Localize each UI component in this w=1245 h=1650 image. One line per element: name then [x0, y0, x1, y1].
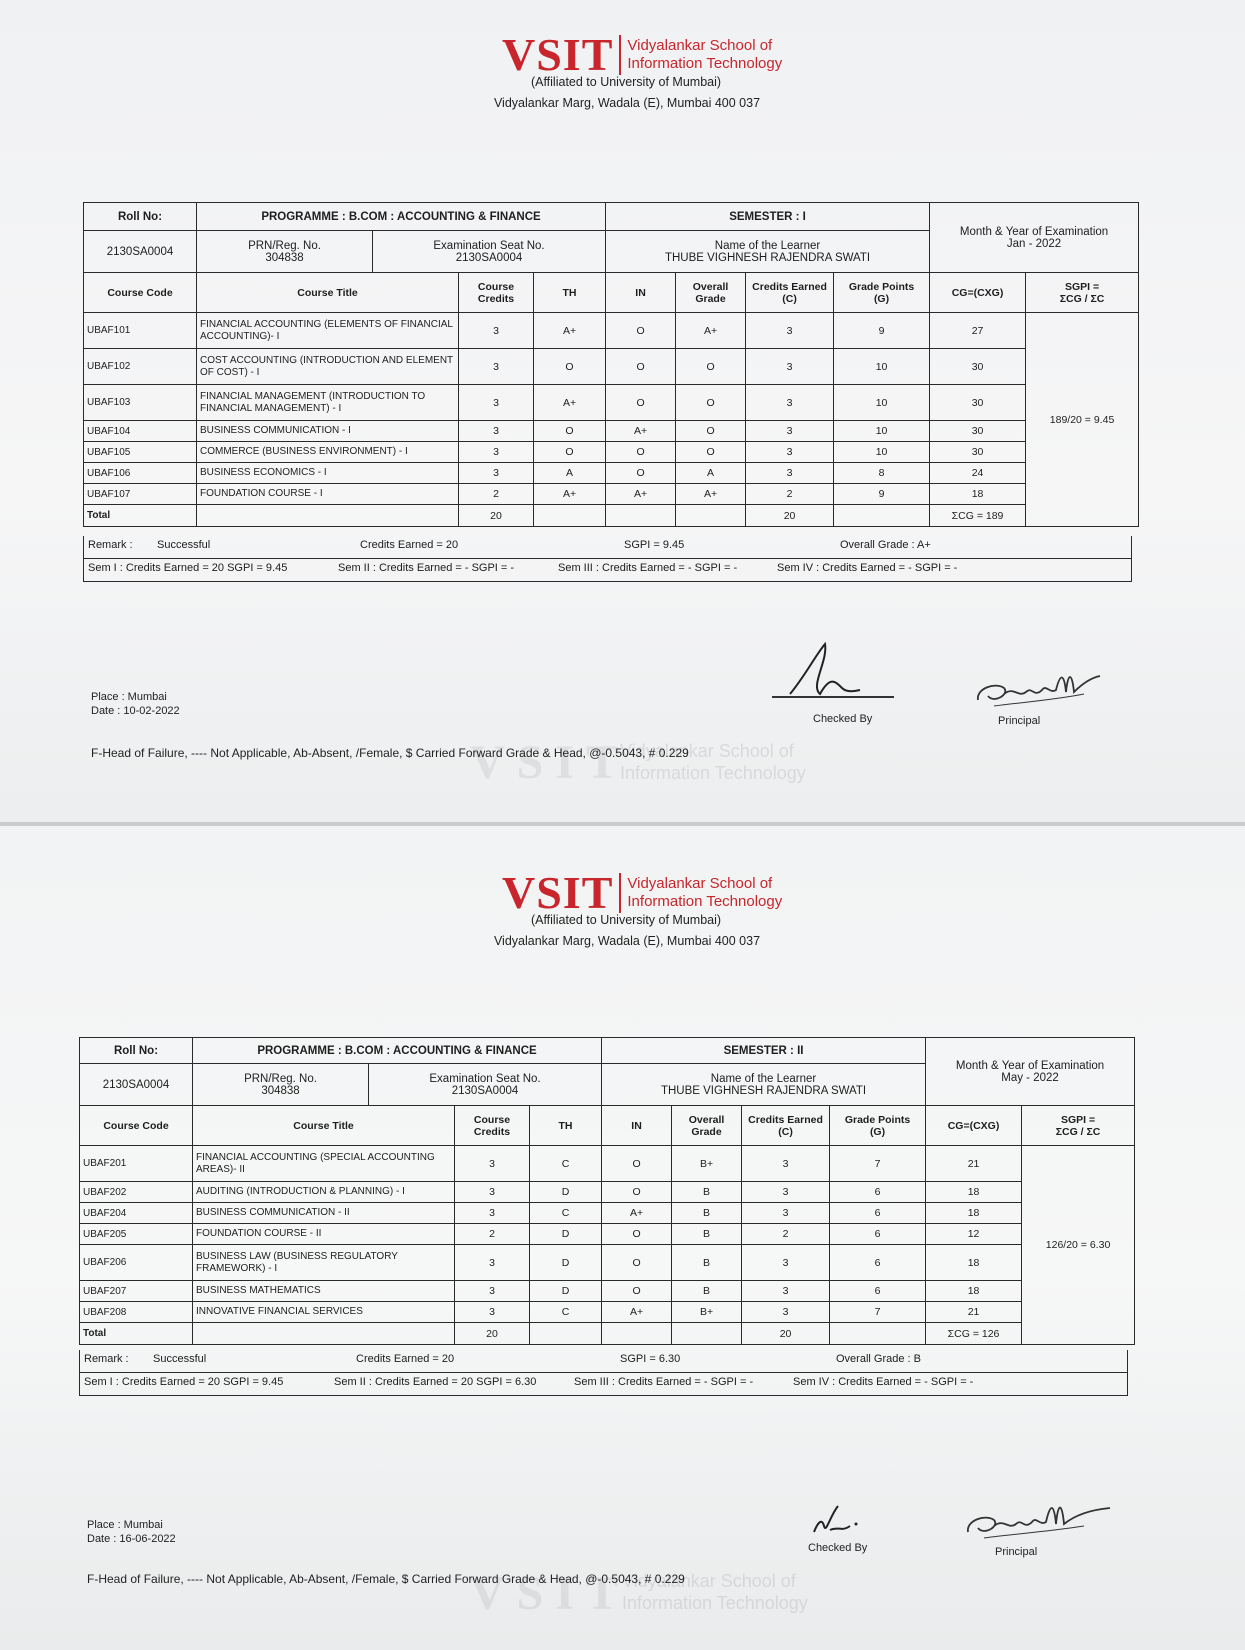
table-row: UBAF201 FINANCIAL ACCOUNTING (SPECIAL ACCOUNTING AREAS)- II 3 C O B+ 3 7 21 126/20 = 6.30 [80, 1146, 1135, 1182]
programme: PROGRAMME : B.COM : ACCOUNTING & FINANCE [193, 1038, 602, 1064]
month-year-cell: Month & Year of Examination Jan - 2022 [930, 203, 1139, 273]
sgpi-summary: SGPI = 9.45 [624, 539, 685, 551]
col-overall-grade: Overall Grade [676, 273, 746, 313]
total-row: Total 20 20 ΣCG = 126 [80, 1323, 1135, 1345]
col-grade-points: Grade Points (G) [830, 1106, 926, 1146]
watermark-text: Vidyalankar School of Information Technology [620, 741, 806, 783]
col-course-code: Course Code [84, 273, 197, 313]
programme: PROGRAMME : B.COM : ACCOUNTING & FINANCE [197, 203, 606, 231]
roll-no-label: Roll No: [80, 1038, 193, 1064]
col-in: IN [602, 1106, 672, 1146]
semester-summary-row [79, 1373, 1128, 1396]
remark-row [79, 1350, 1128, 1373]
col-course-code: Course Code [80, 1106, 193, 1146]
institution-name: Vidyalankar School of Information Technology [627, 37, 783, 72]
sgpi-calc: 189/20 = 9.45 [1026, 313, 1139, 527]
checked-by-signature [808, 1496, 878, 1546]
col-credits-earned: Credits Earned (C) [746, 273, 834, 313]
sem1-summary: Sem I : Credits Earned = 20 SGPI = 9.45 [88, 562, 288, 574]
legend-note: F-Head of Failure, ---- Not Applicable, Ab-Absent, /Female, $ Carried Forward Grade & Head, @-0.5043, # 0.229 [91, 746, 689, 760]
principal-signature [974, 664, 1104, 714]
roll-no-label: Roll No: [84, 203, 197, 231]
marksheet-semester-2 [0, 826, 1245, 1650]
col-sgpi: SGPI = ΣCG / ΣC [1026, 273, 1139, 313]
table-row: UBAF103 FINANCIAL MANAGEMENT (INTRODUCTION TO FINANCIAL MANAGEMENT) - I 3 A+ O O 3 10 30 [84, 385, 1139, 421]
roll-no: 2130SA0004 [80, 1064, 193, 1106]
credits-earned-summary: Credits Earned = 20 [360, 539, 459, 551]
checked-by-line [772, 696, 894, 698]
table-row: UBAF101 FINANCIAL ACCOUNTING (ELEMENTS OF FINANCIAL ACCOUNTING)- I 3 A+ O A+ 3 9 27 189/20 = 9.45 [84, 313, 1139, 349]
watermark: VSIT [470, 736, 631, 789]
institution-logo [502, 867, 783, 918]
affiliation: (Affiliated to University of Mumbai) [530, 913, 722, 927]
semester: SEMESTER : II [602, 1038, 926, 1064]
address: Vidyalankar Marg, Wadala (E), Mumbai 400 037 [493, 96, 761, 110]
table-row: UBAF202 AUDITING (INTRODUCTION & PLANNING) - I 3 D O B 3 6 18 [80, 1182, 1135, 1203]
sem2-summary: Sem II : Credits Earned = - SGPI = - [338, 562, 515, 574]
sgpi-calc: 126/20 = 6.30 [1022, 1146, 1135, 1345]
col-credits-earned: Credits Earned (C) [742, 1106, 830, 1146]
seat-no-cell: Examination Seat No. 2130SA0004 [369, 1064, 602, 1106]
prn-cell: PRN/Reg. No. 304838 [193, 1064, 369, 1106]
table-row: UBAF205 FOUNDATION COURSE - II 2 D O B 2 6 12 [80, 1224, 1135, 1245]
remark-label: Remark : [84, 1353, 129, 1365]
sem3-summary: Sem III : Credits Earned = - SGPI = - [558, 562, 738, 574]
roll-no: 2130SA0004 [84, 231, 197, 273]
logo-divider [619, 873, 621, 913]
col-course-title: Course Title [193, 1106, 455, 1146]
remark-value: Successful [157, 539, 211, 551]
marksheet-semester-1 [0, 0, 1245, 822]
address: Vidyalankar Marg, Wadala (E), Mumbai 400 037 [493, 934, 761, 948]
grade-table [83, 202, 1139, 527]
sem1-summary: Sem I : Credits Earned = 20 SGPI = 9.45 [84, 1376, 284, 1388]
col-grade-points: Grade Points (G) [834, 273, 930, 313]
principal-signature [964, 1496, 1114, 1546]
affiliation: (Affiliated to University of Mumbai) [530, 75, 722, 89]
sgpi-summary: SGPI = 6.30 [620, 1353, 681, 1365]
col-sgpi: SGPI = ΣCG / ΣC [1022, 1106, 1135, 1146]
col-overall-grade: Overall Grade [672, 1106, 742, 1146]
semester: SEMESTER : I [606, 203, 930, 231]
prn-cell: PRN/Reg. No. 304838 [197, 231, 373, 273]
table-row: UBAF104 BUSINESS COMMUNICATION - I 3 O A+ O 3 10 30 [84, 421, 1139, 442]
col-cg: CG=(CXG) [930, 273, 1026, 313]
table-row: UBAF102 COST ACCOUNTING (INTRODUCTION AND ELEMENT OF COST) - I 3 O O O 3 10 30 [84, 349, 1139, 385]
overall-grade-summary: Overall Grade : A+ [840, 539, 931, 551]
col-course-title: Course Title [197, 273, 459, 313]
institution-logo [502, 29, 783, 80]
principal-label: Principal [995, 1546, 1038, 1558]
seat-no-cell: Examination Seat No. 2130SA0004 [373, 231, 606, 273]
checked-by-label: Checked By [813, 713, 873, 725]
logo-divider [619, 35, 621, 75]
month-year-cell: Month & Year of Examination May - 2022 [926, 1038, 1135, 1106]
col-course-credits: Course Credits [459, 273, 534, 313]
sem3-summary: Sem III : Credits Earned = - SGPI = - [574, 1376, 754, 1388]
table-row: UBAF106 BUSINESS ECONOMICS - I 3 A O A 3 8 24 [84, 463, 1139, 484]
watermark-text: Vidyalankar School of Information Technology [622, 1571, 808, 1613]
remark-label: Remark : [88, 539, 133, 551]
remark-value: Successful [153, 1353, 207, 1365]
table-row: UBAF208 INNOVATIVE FINANCIAL SERVICES 3 C A+ B+ 3 7 21 [80, 1302, 1135, 1323]
place-date: Place : Mumbai Date : 16-06-2022 [87, 1519, 176, 1545]
col-th: TH [534, 273, 606, 313]
place-date: Place : Mumbai Date : 10-02-2022 [91, 691, 180, 717]
logo-mark: VSIT [502, 867, 614, 918]
institution-name: Vidyalankar School of Information Technology [627, 875, 783, 910]
credits-earned-summary: Credits Earned = 20 [356, 1353, 455, 1365]
col-th: TH [530, 1106, 602, 1146]
grade-table [79, 1037, 1135, 1345]
col-course-credits: Course Credits [455, 1106, 530, 1146]
table-row: UBAF204 BUSINESS COMMUNICATION - II 3 C A+ B 3 6 18 [80, 1203, 1135, 1224]
table-row: UBAF105 COMMERCE (BUSINESS ENVIRONMENT) - I 3 O O O 3 10 30 [84, 442, 1139, 463]
principal-label: Principal [998, 715, 1041, 727]
table-row: UBAF207 BUSINESS MATHEMATICS 3 D O B 3 6 18 [80, 1281, 1135, 1302]
overall-grade-summary: Overall Grade : B [836, 1353, 921, 1365]
col-in: IN [606, 273, 676, 313]
semester-summary-row [83, 559, 1132, 582]
sem2-summary: Sem II : Credits Earned = 20 SGPI = 6.30 [334, 1376, 537, 1388]
legend-note: F-Head of Failure, ---- Not Applicable, Ab-Absent, /Female, $ Carried Forward Grade & Head, @-0.5043, # 0.229 [87, 1572, 685, 1586]
sem4-summary: Sem IV : Credits Earned = - SGPI = - [777, 562, 958, 574]
sem4-summary: Sem IV : Credits Earned = - SGPI = - [793, 1376, 974, 1388]
learner-name-cell: Name of the Learner THUBE VIGHNESH RAJENDRA SWATI [606, 231, 930, 273]
table-row: UBAF107 FOUNDATION COURSE - I 2 A+ A+ A+ 2 9 18 [84, 484, 1139, 505]
logo-mark: VSIT [502, 29, 614, 80]
watermark: VSIT [470, 1567, 631, 1620]
checked-by-label: Checked By [808, 1542, 868, 1554]
table-row: UBAF206 BUSINESS LAW (BUSINESS REGULATORY FRAMEWORK) - I 3 D O B 3 6 18 [80, 1245, 1135, 1281]
learner-name-cell: Name of the Learner THUBE VIGHNESH RAJENDRA SWATI [602, 1064, 926, 1106]
total-row: Total 20 20 ΣCG = 189 [84, 505, 1139, 527]
remark-row [83, 536, 1132, 559]
col-cg: CG=(CXG) [926, 1106, 1022, 1146]
